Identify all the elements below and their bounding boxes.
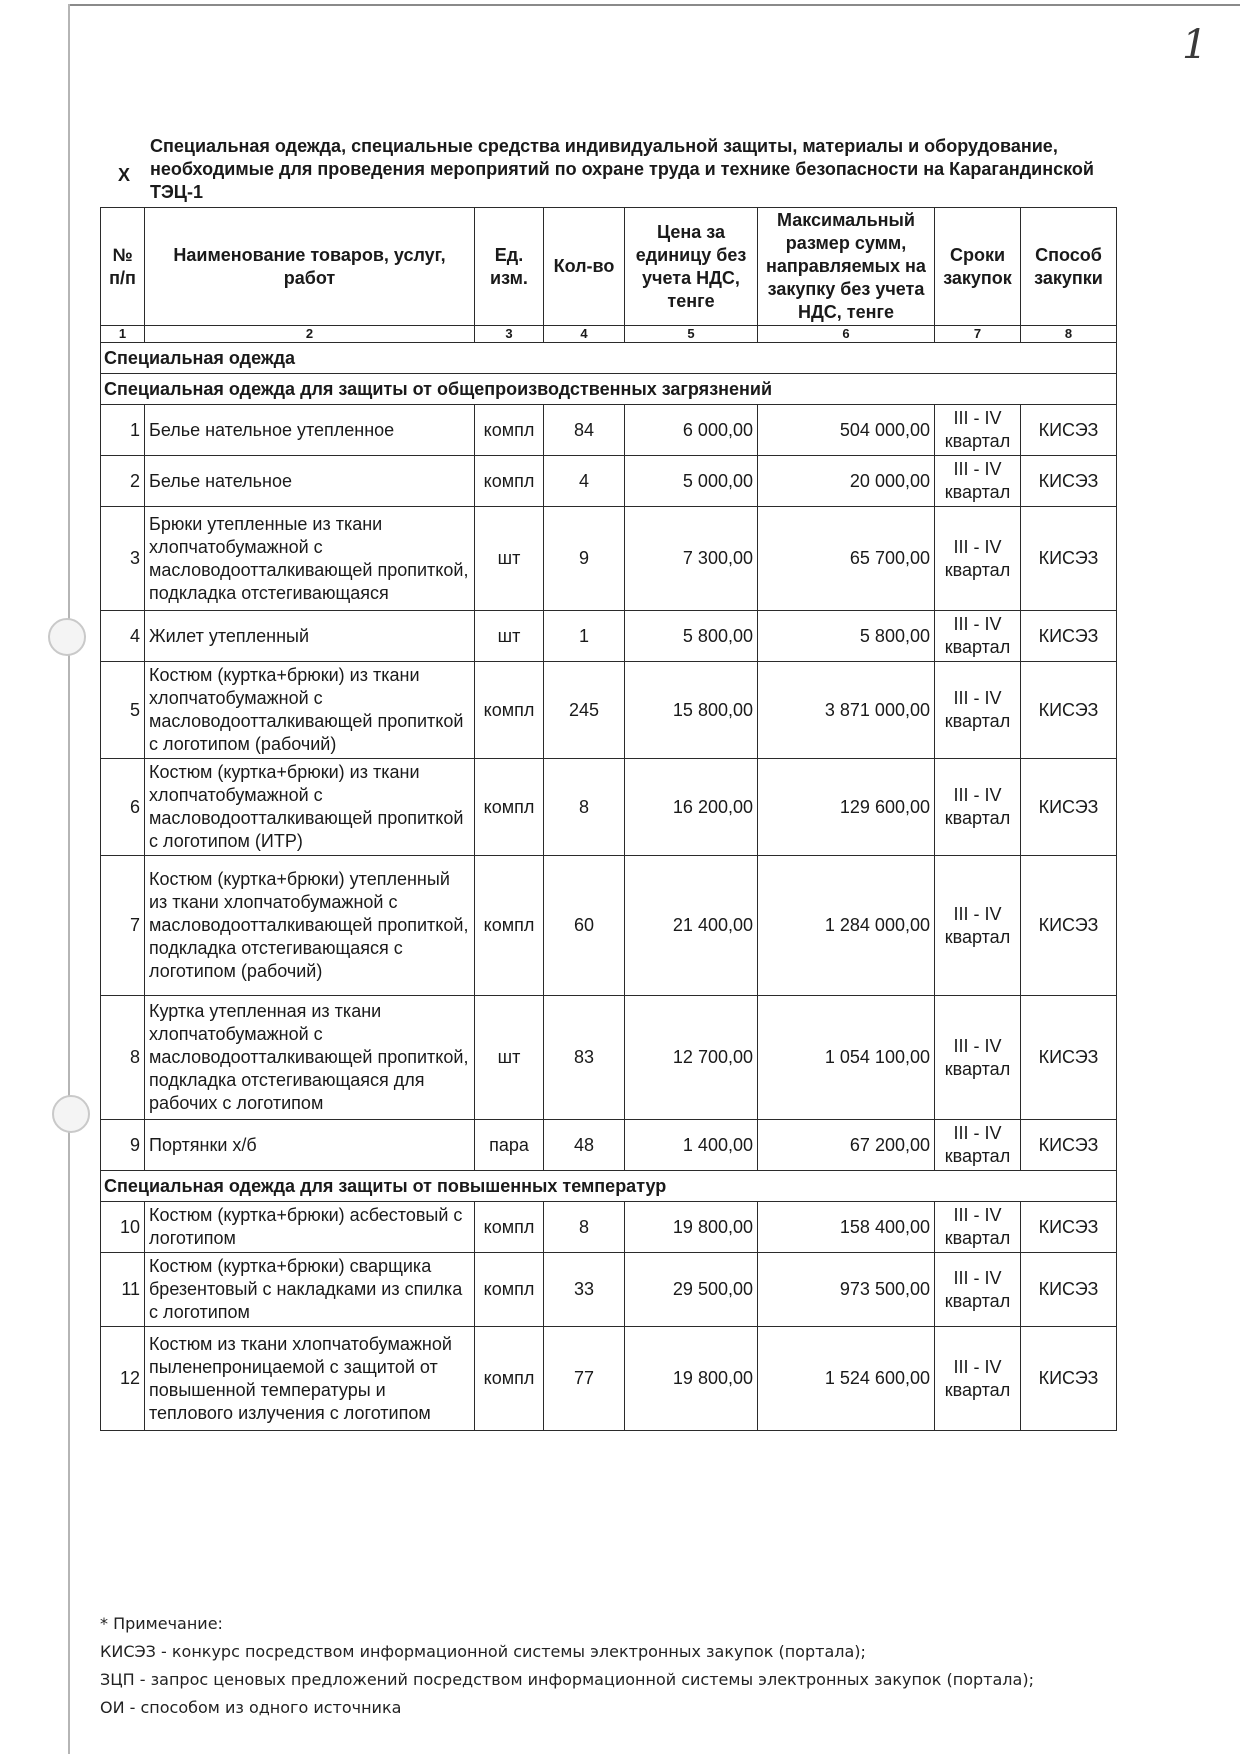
table-header-row [101, 208, 1117, 326]
procurement-term-cell: III - IV квартал [935, 405, 1021, 456]
quantity-cell: 8 [544, 759, 625, 856]
procurement-method-cell: КИСЭЗ [1021, 507, 1117, 611]
total-amount-cell: 1 054 100,00 [758, 996, 935, 1120]
group-row [101, 374, 1117, 405]
column-number: 5 [625, 326, 758, 343]
header-cell: № п/п [101, 208, 145, 326]
row-number: 2 [101, 456, 145, 507]
procurement-term-cell: III - IV квартал [935, 456, 1021, 507]
item-name: Куртка утепленная из ткани хлопчатобумажной с масловодоотталкивающей пропиткой, подкладка отстегивающаяся для рабочих с логотипом [145, 996, 475, 1120]
unit-price-cell: 1 400,00 [625, 1120, 758, 1171]
row-number: 6 [101, 759, 145, 856]
table-row [101, 405, 1117, 456]
item-name: Костюм (куртка+брюки) сварщика брезентовый с накладками из спилка с логотипом [145, 1253, 475, 1327]
total-amount-cell: 67 200,00 [758, 1120, 935, 1171]
unit-cell: компл [475, 662, 544, 759]
procurement-method-cell: КИСЭЗ [1021, 1202, 1117, 1253]
table-row [101, 507, 1117, 611]
procurement-table [100, 207, 1117, 1431]
quantity-cell: 245 [544, 662, 625, 759]
item-name: Белье нательное утепленное [145, 405, 475, 456]
punch-hole [48, 618, 86, 656]
procurement-term-cell: III - IV квартал [935, 996, 1021, 1120]
procurement-method-cell: КИСЭЗ [1021, 1327, 1117, 1431]
header-cell: Максимальный размер сумм, направляемых на закупку без учета НДС, тенге [758, 208, 935, 326]
item-name: Белье нательное [145, 456, 475, 507]
unit-cell: шт [475, 996, 544, 1120]
header-cell: Сроки закупок [935, 208, 1021, 326]
row-number: 12 [101, 1327, 145, 1431]
column-number: 7 [935, 326, 1021, 343]
procurement-term-cell: III - IV квартал [935, 662, 1021, 759]
procurement-method-cell: КИСЭЗ [1021, 456, 1117, 507]
group-row [101, 1171, 1117, 1202]
procurement-method-cell: КИСЭЗ [1021, 662, 1117, 759]
unit-price-cell: 16 200,00 [625, 759, 758, 856]
total-amount-cell: 3 871 000,00 [758, 662, 935, 759]
column-number: 6 [758, 326, 935, 343]
unit-price-cell: 15 800,00 [625, 662, 758, 759]
item-name: Костюм (куртка+брюки) из ткани хлопчатобумажной с масловодоотталкивающей пропиткой с логотипом (рабочий) [145, 662, 475, 759]
procurement-term-cell: III - IV квартал [935, 1253, 1021, 1327]
total-amount-cell: 158 400,00 [758, 1202, 935, 1253]
unit-price-cell: 5 800,00 [625, 611, 758, 662]
table-row [101, 1202, 1117, 1253]
total-amount-cell: 65 700,00 [758, 507, 935, 611]
unit-price-cell: 6 000,00 [625, 405, 758, 456]
procurement-term-cell: III - IV квартал [935, 1327, 1021, 1431]
quantity-cell: 60 [544, 856, 625, 996]
header-cell: Способ закупки [1021, 208, 1117, 326]
note-line: ЗЦП - запрос ценовых предложений посредством информационной системы электронных закупок (портала); [100, 1670, 1034, 1689]
note-line: КИСЭЗ - конкурс посредством информационной системы электронных закупок (портала); [100, 1642, 866, 1661]
unit-price-cell: 29 500,00 [625, 1253, 758, 1327]
row-number: 11 [101, 1253, 145, 1327]
total-amount-cell: 20 000,00 [758, 456, 935, 507]
total-amount-cell: 973 500,00 [758, 1253, 935, 1327]
procurement-method-cell: КИСЭЗ [1021, 759, 1117, 856]
unit-cell: шт [475, 507, 544, 611]
note-line: ОИ - способом из одного источника [100, 1698, 402, 1717]
unit-cell: пара [475, 1120, 544, 1171]
table-row [101, 856, 1117, 996]
procurement-method-cell: КИСЭЗ [1021, 405, 1117, 456]
table-row [101, 611, 1117, 662]
item-name: Жилет утепленный [145, 611, 475, 662]
table-row [101, 1120, 1117, 1171]
item-name: Костюм (куртка+брюки) асбестовый с логотипом [145, 1202, 475, 1253]
quantity-cell: 4 [544, 456, 625, 507]
unit-cell: компл [475, 759, 544, 856]
procurement-method-cell: КИСЭЗ [1021, 1120, 1117, 1171]
unit-price-cell: 19 800,00 [625, 1327, 758, 1431]
quantity-cell: 84 [544, 405, 625, 456]
footnote [100, 1610, 1200, 1722]
item-name: Брюки утепленные из ткани хлопчатобумажной с масловодоотталкивающей пропиткой, подкладка отстегивающаяся [145, 507, 475, 611]
row-number: 10 [101, 1202, 145, 1253]
header-cell: Ед. изм. [475, 208, 544, 326]
item-name: Костюм (куртка+брюки) утепленный из ткани хлопчатобумажной с масловодоотталкивающей пропиткой, подкладка отстегивающаяся с логотипом (рабочий) [145, 856, 475, 996]
procurement-term-cell: III - IV квартал [935, 759, 1021, 856]
punch-hole [52, 1095, 90, 1133]
unit-cell: компл [475, 456, 544, 507]
unit-price-cell: 7 300,00 [625, 507, 758, 611]
group-label: Специальная одежда для защиты от повышенных температур [101, 1171, 1117, 1202]
column-number: 1 [101, 326, 145, 343]
quantity-cell: 33 [544, 1253, 625, 1327]
total-amount-cell: 129 600,00 [758, 759, 935, 856]
total-amount-cell: 1 284 000,00 [758, 856, 935, 996]
column-number: 2 [145, 326, 475, 343]
item-name: Костюм из ткани хлопчатобумажной пыленепроницаемой с защитой от повышенной температуры и теплового излучения с логотипом [145, 1327, 475, 1431]
unit-cell: компл [475, 1253, 544, 1327]
item-name: Портянки х/б [145, 1120, 475, 1171]
row-number: 7 [101, 856, 145, 996]
table-row [101, 996, 1117, 1120]
procurement-term-cell: III - IV квартал [935, 1120, 1021, 1171]
unit-price-cell: 21 400,00 [625, 856, 758, 996]
note-line: * Примечание: [100, 1614, 223, 1633]
header-cell: Наименование товаров, услуг, работ [145, 208, 475, 326]
procurement-term-cell: III - IV квартал [935, 856, 1021, 996]
row-number: 5 [101, 662, 145, 759]
quantity-cell: 8 [544, 1202, 625, 1253]
procurement-method-cell: КИСЭЗ [1021, 611, 1117, 662]
unit-cell: компл [475, 405, 544, 456]
category-row [101, 343, 1117, 374]
category-label: Специальная одежда [101, 343, 1117, 374]
unit-price-cell: 5 000,00 [625, 456, 758, 507]
column-number: 8 [1021, 326, 1117, 343]
column-number: 4 [544, 326, 625, 343]
row-number: 3 [101, 507, 145, 611]
table-row [101, 759, 1117, 856]
quantity-cell: 83 [544, 996, 625, 1120]
row-number: 9 [101, 1120, 145, 1171]
handwritten-page-number: 1 [1182, 22, 1208, 68]
total-amount-cell: 504 000,00 [758, 405, 935, 456]
section-title: Специальная одежда, специальные средства индивидуальной защиты, материалы и оборудование, необходимые для проведения мероприятий по охране труда и технике безопасности на Карагандинской ТЭЦ-1 [150, 136, 1094, 202]
procurement-term-cell: III - IV квартал [935, 507, 1021, 611]
procurement-term-cell: III - IV квартал [935, 611, 1021, 662]
group-label: Специальная одежда для защиты от общепроизводственных загрязнений [101, 374, 1117, 405]
unit-price-cell: 19 800,00 [625, 1202, 758, 1253]
procurement-term-cell: III - IV квартал [935, 1202, 1021, 1253]
scan-edge-top [68, 4, 1240, 6]
item-name: Костюм (куртка+брюки) из ткани хлопчатобумажной с масловодоотталкивающей пропиткой с логотипом (ИТР) [145, 759, 475, 856]
procurement-method-cell: КИСЭЗ [1021, 1253, 1117, 1327]
header-cell: Цена за единицу без учета НДС, тенге [625, 208, 758, 326]
row-number: 1 [101, 405, 145, 456]
table-row [101, 1327, 1117, 1431]
unit-cell: шт [475, 611, 544, 662]
quantity-cell: 48 [544, 1120, 625, 1171]
unit-cell: компл [475, 1327, 544, 1431]
unit-cell: компл [475, 1202, 544, 1253]
total-amount-cell: 1 524 600,00 [758, 1327, 935, 1431]
procurement-method-cell: КИСЭЗ [1021, 856, 1117, 996]
column-number-row [101, 326, 1117, 343]
quantity-cell: 9 [544, 507, 625, 611]
row-number: 8 [101, 996, 145, 1120]
table-row [101, 1253, 1117, 1327]
quantity-cell: 77 [544, 1327, 625, 1431]
total-amount-cell: 5 800,00 [758, 611, 935, 662]
unit-price-cell: 12 700,00 [625, 996, 758, 1120]
column-number: 3 [475, 326, 544, 343]
scan-edge-left [68, 4, 70, 1754]
row-number: 4 [101, 611, 145, 662]
quantity-cell: 1 [544, 611, 625, 662]
section-marker: X [118, 165, 131, 185]
unit-cell: компл [475, 856, 544, 996]
procurement-method-cell: КИСЭЗ [1021, 996, 1117, 1120]
header-cell: Кол-во [544, 208, 625, 326]
table-row [101, 456, 1117, 507]
table-row [101, 662, 1117, 759]
